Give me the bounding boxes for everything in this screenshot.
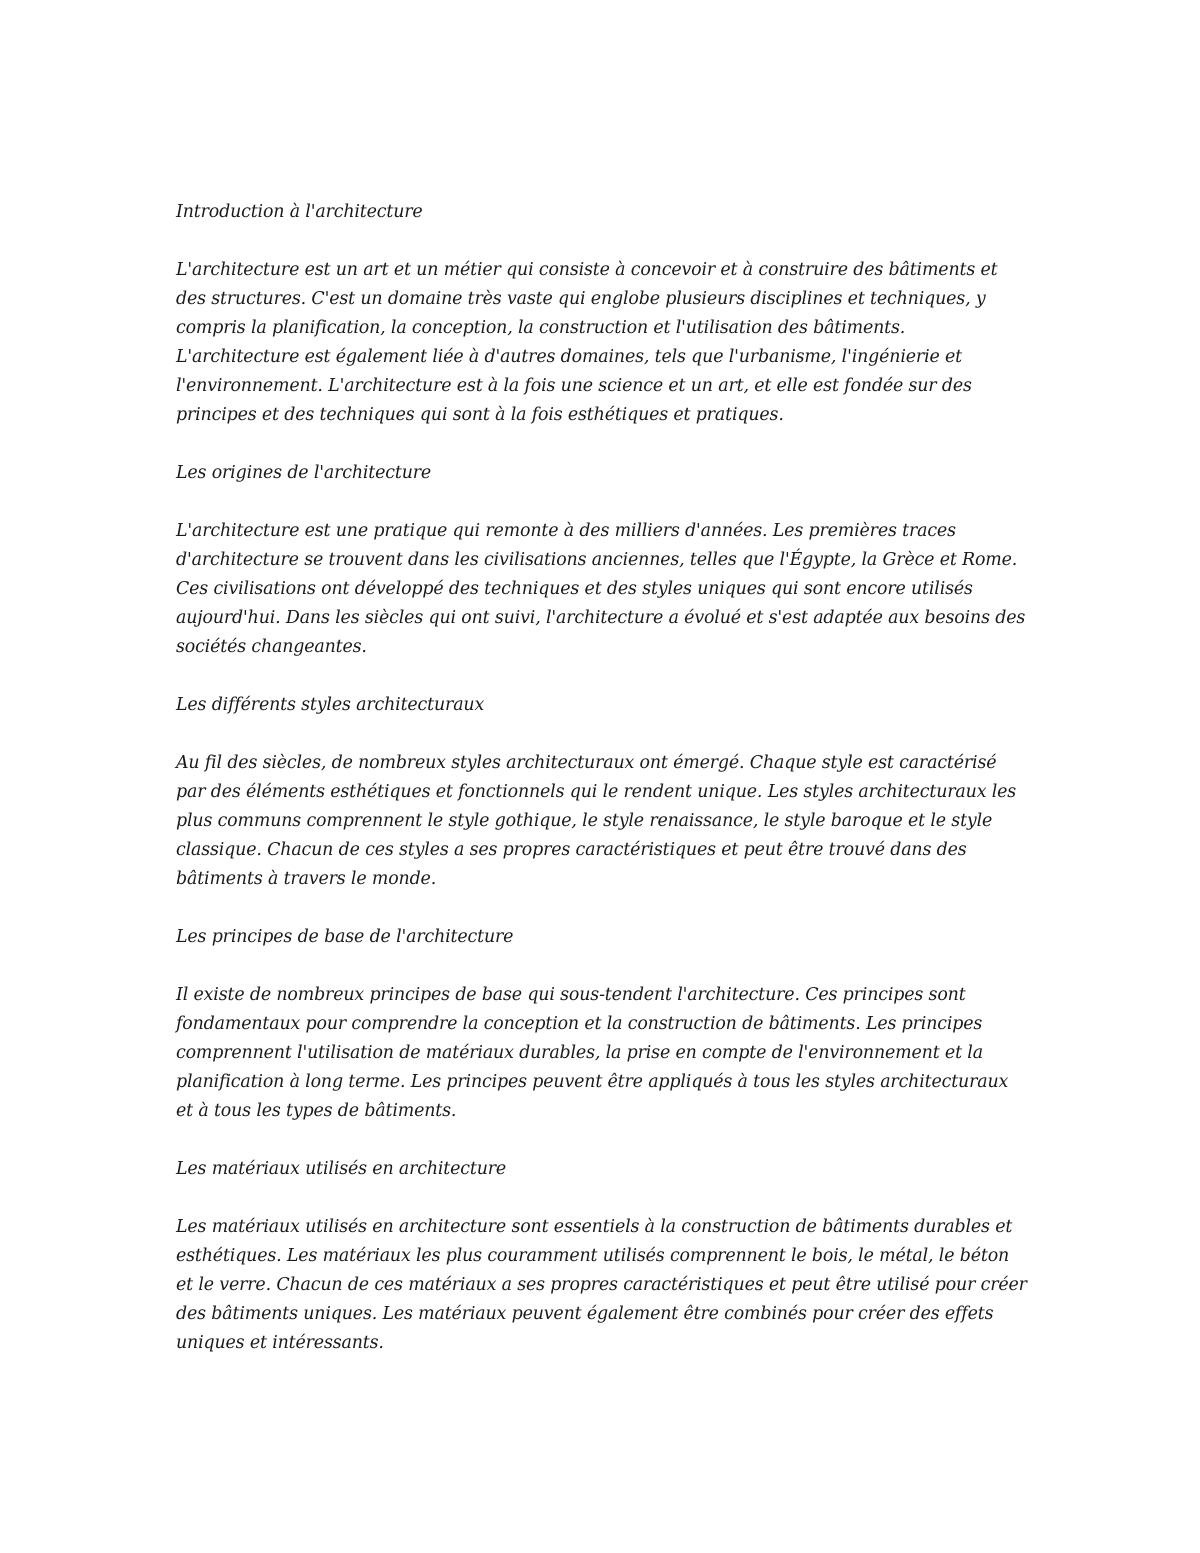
section-paragraph-principles: Il existe de nombreux principes de base qui sous-tendent l'architecture. Ces principes sont fondamentaux pour comprendre la conception et la construction de bâtiments. Les principes comprennent l'utilisation de matériaux durables, la prise en compte de l'environnement et la planification à long terme. Les principes peuvent être appliqués à tous les styles architecturaux et à tous les types de bâtiments. — [176, 985, 1009, 1121]
section-heading-principles: Les principes de base de l'architecture — [176, 927, 514, 947]
section-heading-styles: Les différents styles architecturaux — [176, 695, 485, 715]
section-paragraph-origins: L'architecture est une pratique qui remonte à des milliers d'années. Les premières traces d'architecture se trouvent dans les civilisations anciennes, telles que l'Égypte, la Grèce et Rome. Ces civilisations ont développé des techniques et des styles uniques qui sont encore utilisés aujourd'hui. Dans les siècles qui ont suivi, l'architecture a évolué et s'est adaptée aux besoins des sociétés changeantes. — [176, 521, 1026, 657]
section-heading-materials: Les matériaux utilisés en architecture — [176, 1159, 507, 1179]
section-paragraph-styles: Au fil des siècles, de nombreux styles architecturaux ont émergé. Chaque style est caractérisé par des éléments esthétiques et fonctionnels qui le rendent unique. Les styles architecturaux les plus communs comprennent le style gothique, le style renaissance, le style baroque et le style classique. Chacun de ces styles a ses propres caractéristiques et peut être trouvé dans des bâtiments à travers le monde. — [176, 753, 1017, 889]
section-paragraph-introduction: L'architecture est un art et un métier qui consiste à concevoir et à construire des bâtiments et des structures. C'est un domaine très vaste qui englobe plusieurs disciplines et techniques, y compris la planification, la conception, la construction et l'utilisation des bâtiments. L'architecture est également liée à d'autres domaines, tels que l'urbanisme, l'ingénierie et l'environnement. L'architecture est à la fois une science et un art, et elle est fondée sur des principes et des techniques qui sont à la fois esthétiques et pratiques. — [176, 260, 998, 425]
document-body — [176, 198, 1028, 1387]
section-paragraph-materials: Les matériaux utilisés en architecture sont essentiels à la construction de bâtiments durables et esthétiques. Les matériaux les plus couramment utilisés comprennent le bois, le métal, le béton et le verre. Chacun de ces matériaux a ses propres caractéristiques et peut être utilisé pour créer des bâtiments uniques. Les matériaux peuvent également être combinés pour créer des effets uniques et intéressants. — [176, 1217, 1027, 1353]
section-heading-origins: Les origines de l'architecture — [176, 463, 432, 483]
section-heading-introduction: Introduction à l'architecture — [176, 202, 423, 222]
